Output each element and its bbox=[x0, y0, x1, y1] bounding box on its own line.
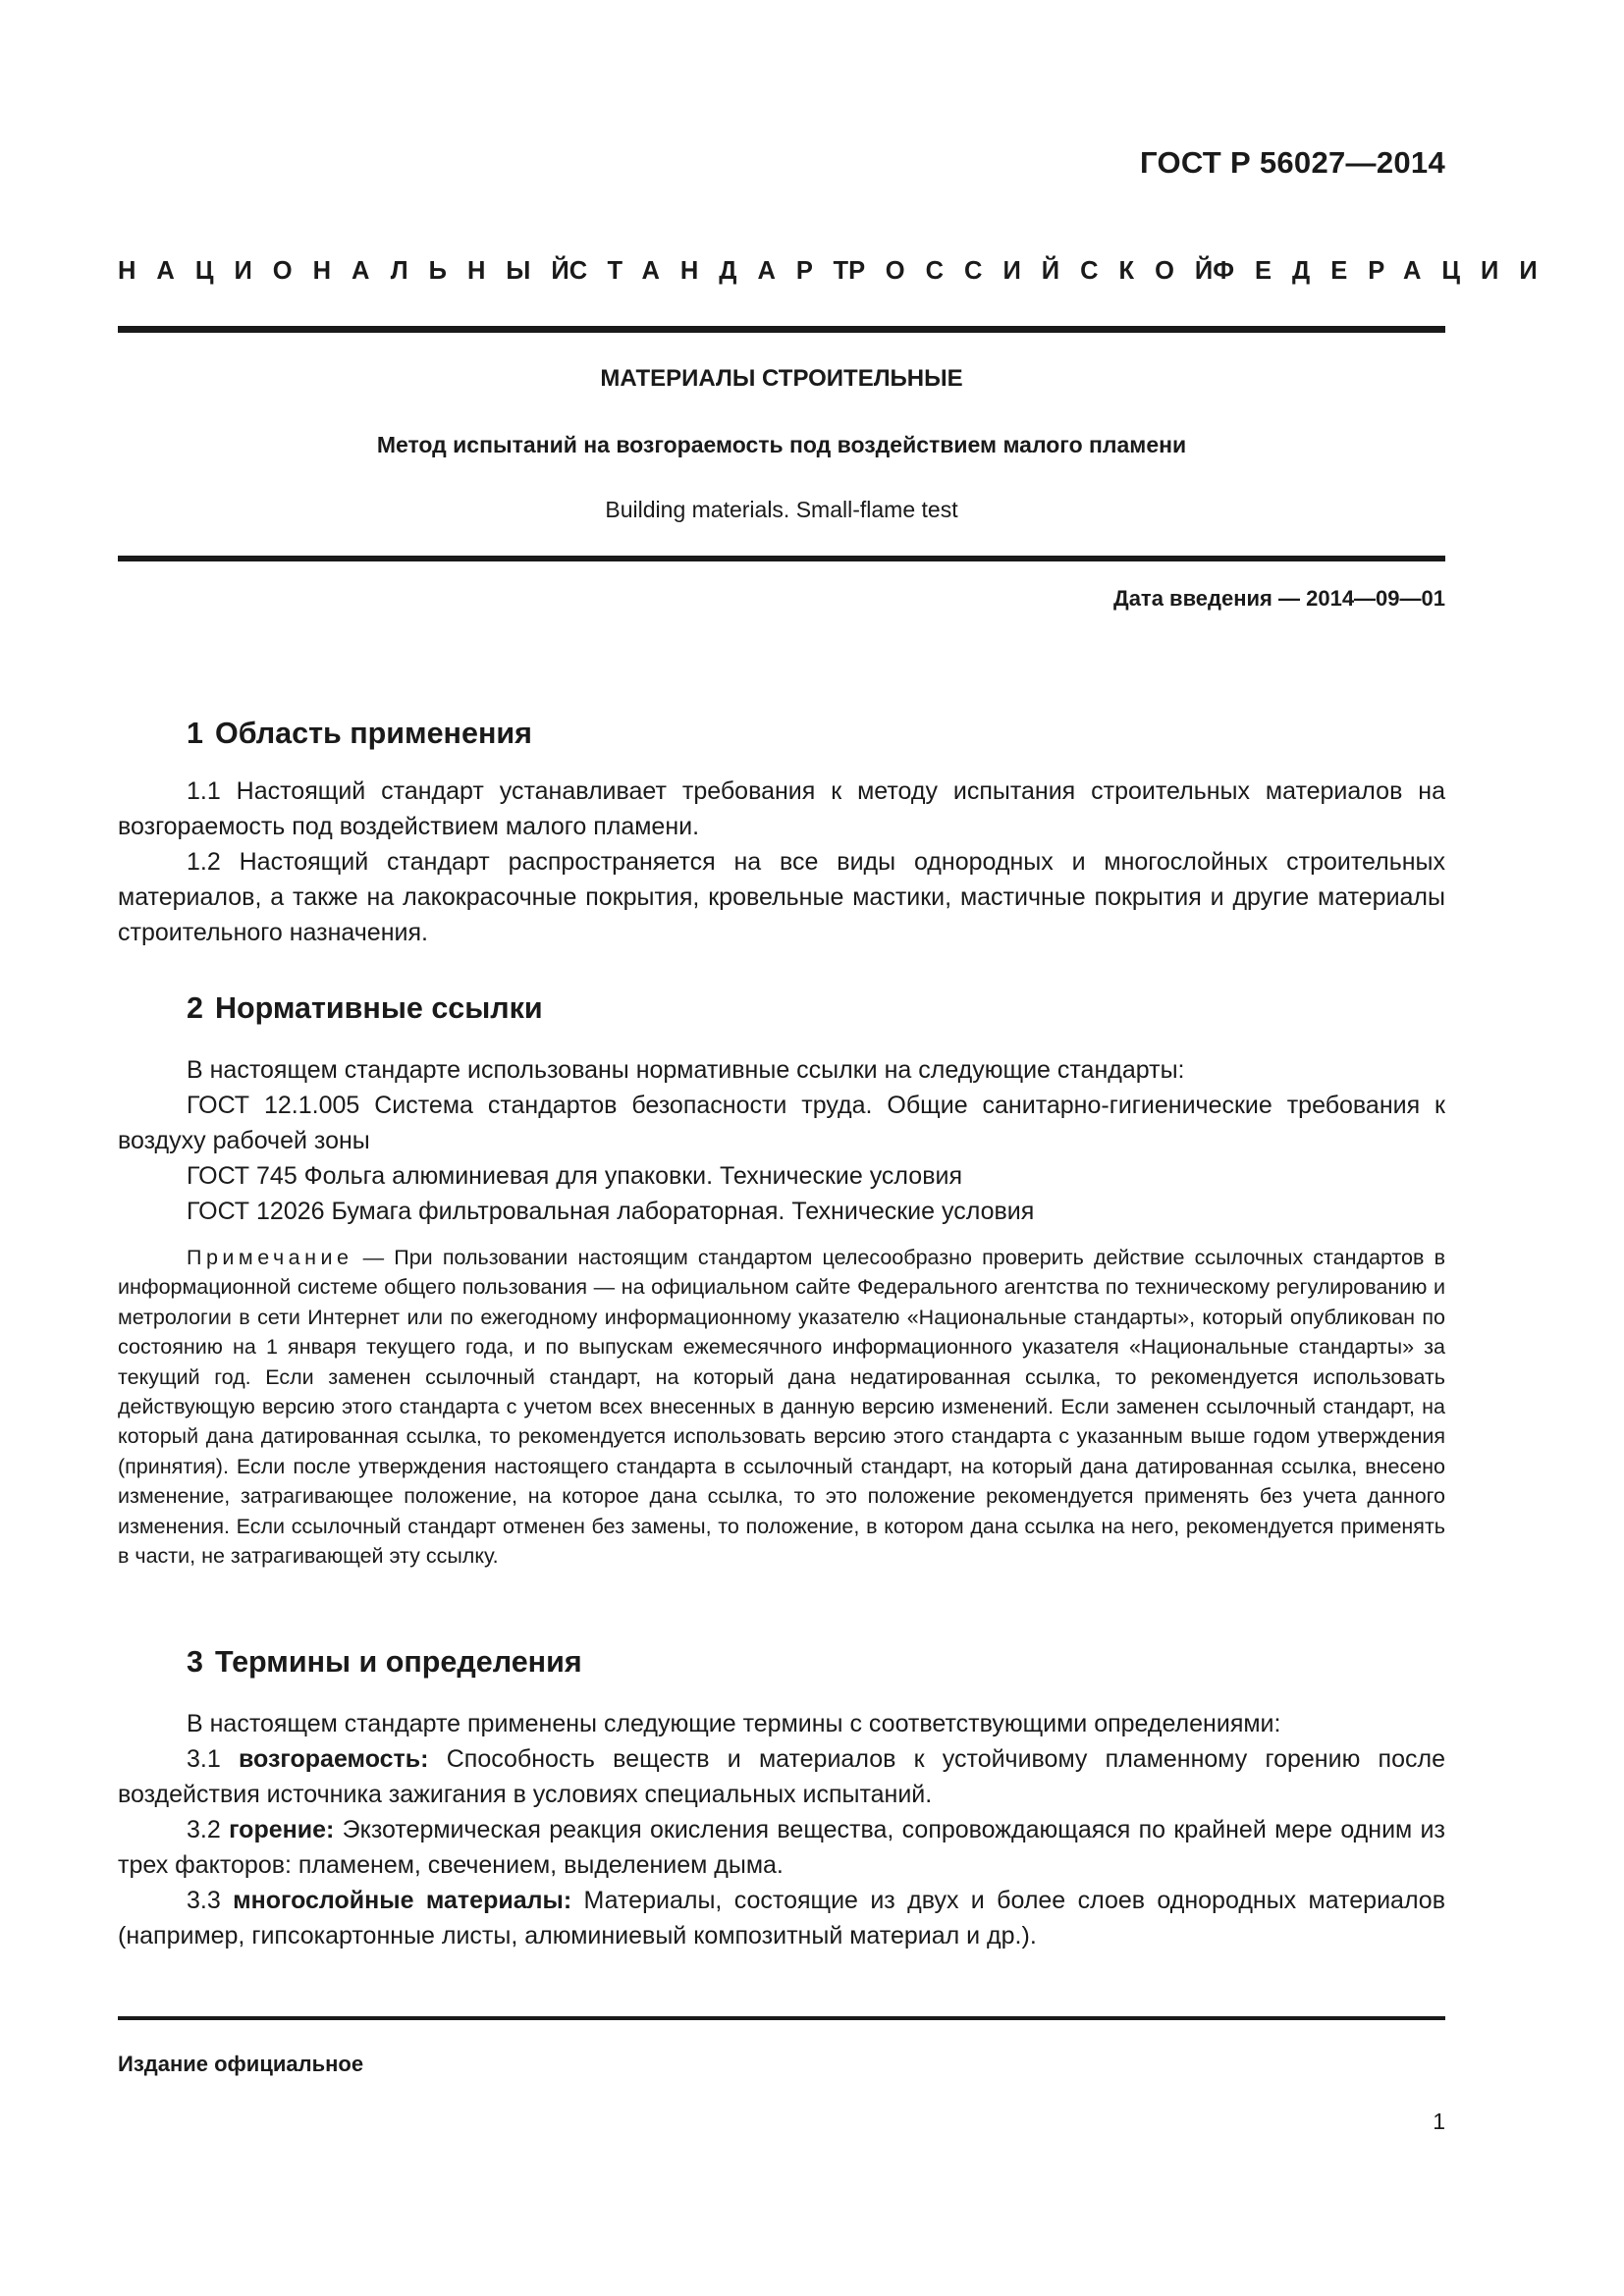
document-code: ГОСТ Р 56027—2014 bbox=[1140, 145, 1445, 180]
section-3-heading bbox=[187, 1645, 582, 1680]
national-word-3: РОССИЙСКОЙ bbox=[848, 257, 1234, 285]
section-number: 1 bbox=[187, 717, 203, 750]
paragraph: 1.1 Настоящий стандарт устанавливает требования к методу испытания строительных материалов на возгораемость под воздействием малого пламени. bbox=[118, 777, 1445, 840]
definition: Способность веществ и материалов к устойчивому пламенному горению после воздействия источника зажигания в условиях специальных испытаний. bbox=[118, 1745, 1445, 1808]
term-definition bbox=[118, 1883, 1445, 1953]
title-ru: МАТЕРИАЛЫ СТРОИТЕЛЬНЫЕ bbox=[600, 365, 963, 392]
definition: Материалы, состоящие из двух и более слоев однородных материалов (например, гипсокартонные листы, алюминиевый композитный материал и др.). bbox=[118, 1887, 1445, 1949]
term-definition bbox=[118, 1812, 1445, 1883]
national-word-1: НАЦИОНАЛЬНЫЙ bbox=[118, 257, 590, 285]
national-word-4: ФЕДЕРАЦИИ bbox=[1213, 257, 1558, 285]
term: многослойные материалы: bbox=[233, 1887, 572, 1914]
paragraph: ГОСТ 745 Фольга алюминиевая для упаковки. Технические условия bbox=[187, 1162, 962, 1190]
national-word-2: СТАНДАРТ bbox=[568, 257, 870, 285]
top-rule bbox=[118, 326, 1445, 333]
term-number: 3.1 bbox=[187, 1745, 221, 1773]
page-number: 1 bbox=[1433, 2109, 1445, 2134]
section-3-body bbox=[118, 1706, 1445, 1953]
paragraph: ГОСТ 12026 Бумага фильтровальная лабораторная. Технические условия bbox=[187, 1198, 1035, 1225]
section-2-note bbox=[118, 1243, 1445, 1571]
term-number: 3.3 bbox=[187, 1887, 221, 1914]
note-paragraph bbox=[118, 1243, 1445, 1571]
section-title: Термины и определения bbox=[214, 1645, 582, 1679]
section-number: 3 bbox=[187, 1645, 203, 1679]
national-standard-heading bbox=[118, 257, 1558, 286]
paragraph: 1.2 Настоящий стандарт распространяется на все виды однородных и многослойных строительных материалов, а также на лакокрасочные покрытия, кровельные мастики, мастичные покрытия и другие материалы строительного назначения. bbox=[118, 848, 1445, 946]
section-1-heading bbox=[187, 717, 532, 751]
section-2-body bbox=[118, 1052, 1445, 1229]
paragraph: В настоящем стандарте применены следующие термины с соответствующими определениями: bbox=[187, 1710, 1281, 1737]
section-title: Область применения bbox=[214, 717, 532, 750]
section-2-heading bbox=[187, 991, 543, 1026]
section-title: Нормативные ссылки bbox=[214, 991, 543, 1025]
term-definition bbox=[118, 1741, 1445, 1812]
note-label: Примечание bbox=[187, 1246, 353, 1269]
subtitle-ru: Метод испытаний на возгораемость под воздействием малого пламени bbox=[376, 432, 1187, 457]
title-rule bbox=[118, 556, 1445, 561]
definition: Экзотермическая реакция окисления вещества, сопровождающаяся по крайней мере одним из трех факторов: пламенем, свечением, выделением дыма. bbox=[118, 1816, 1445, 1879]
intro-date: Дата введения — 2014—09—01 bbox=[1113, 586, 1445, 611]
section-1-body bbox=[118, 774, 1445, 950]
footer-rule bbox=[118, 2016, 1445, 2020]
paragraph: ГОСТ 12.1.005 Система стандартов безопасности труда. Общие санитарно-гигиенические требования к воздуху рабочей зоны bbox=[118, 1092, 1445, 1154]
section-number: 2 bbox=[187, 991, 203, 1025]
term: возгораемость: bbox=[239, 1745, 429, 1773]
title-en: Building materials. Small-flame test bbox=[605, 497, 958, 522]
edition-label: Издание официальное bbox=[118, 2052, 364, 2076]
term: горение: bbox=[229, 1816, 335, 1843]
term-number: 3.2 bbox=[187, 1816, 221, 1843]
paragraph: В настоящем стандарте использованы нормативные ссылки на следующие стандарты: bbox=[187, 1056, 1185, 1084]
note-text: — При пользовании настоящим стандартом целесообразно проверить действие ссылочных стандартов в информационной системе общего пользования — на официальном сайте Федерального агентства по техническому регулированию и метрологии в сети Интернет или по ежегодному информационному указателю «Национальные стандарты», который опубликован по состоянию на 1 января текущего года, и по выпускам ежемесячного информационного указателя «Национальные стандарты» за текущий год. Если заменен ссылочный стандарт, на который дана недатированная ссылка, то рекомендуется использовать действующую версию этого стандарта с учетом всех внесенных в данную версию изменений. Если заменен ссылочный стандарт, на который дана датированная ссылка, то рекомендуется использовать версию этого стандарта с указанным выше годом утверждения (принятия). Если после утверждения настоящего стандарта в ссылочный стандарт, на который дана датированная ссылка, внесено изменение, затрагивающее положение, на которое дана ссылка, то это положение рекомендуется применять без учета данного изменения. Если ссылочный стандарт отменен без замены, то положение, в котором дана ссылка на него, рекомендуется применять в части, не затрагивающей эту ссылку. bbox=[118, 1246, 1445, 1569]
